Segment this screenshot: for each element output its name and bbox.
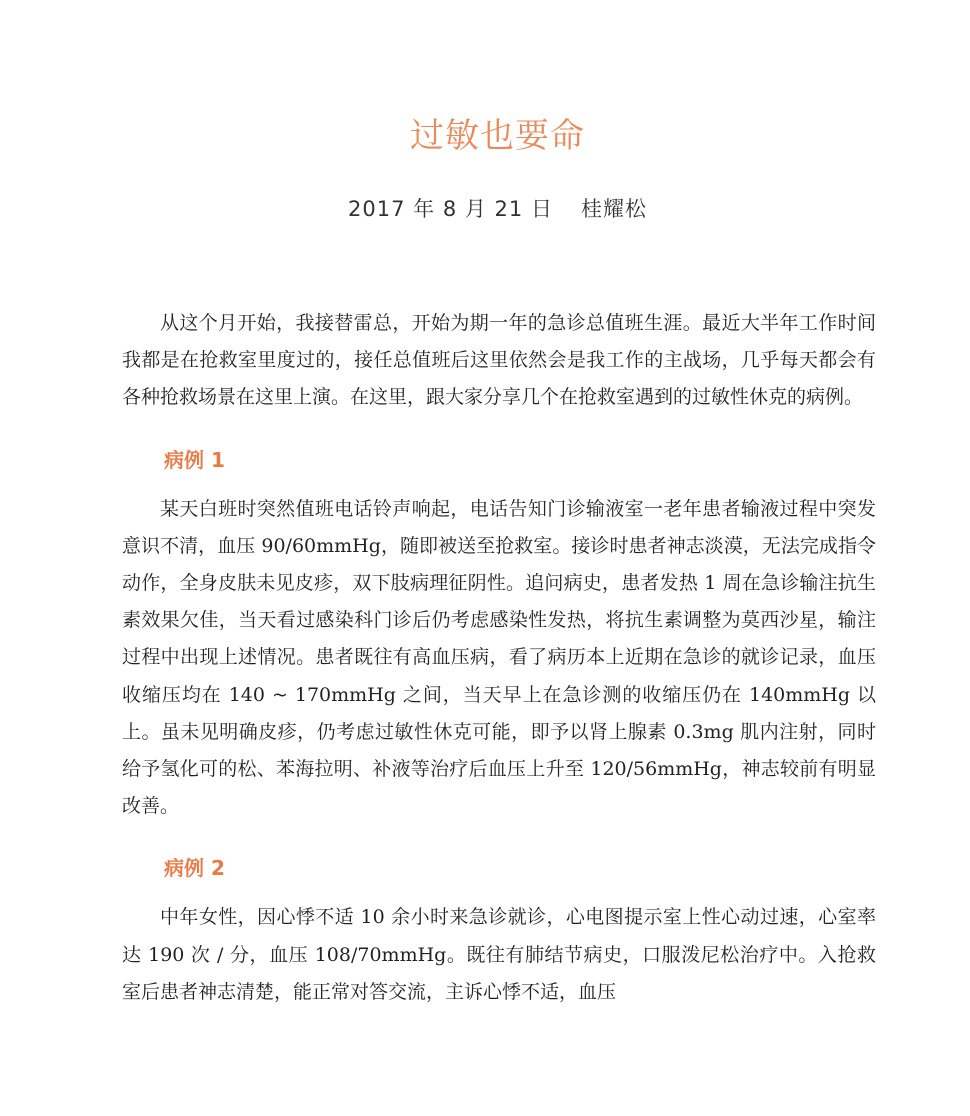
case-paragraph: 某天白班时突然值班电话铃声响起，电话告知门诊输液室一老年患者输液过程中突发意识不清，血压 90/60mmHg，随即被送至抢救室。接诊时患者神志淡漠，无法完成指令动作，全身皮肤未见皮疹，双下肢病理征阴性。追问病史，患者发热 1 周在急诊输注抗生素效果欠佳，当天看过感染科门诊后仍考虑感染性发热，将抗生素调整为莫西沙星，输注过程中出现上述情况。患者既往有高血压病，看了病历本上近期在急诊的就诊记录，血压收缩压均在 140 ~ 170mmHg 之间，当天早上在急诊测的收缩压仍在 140mmHg 以上。虽未见明确皮疹，仍考虑过敏性休克可能，即予以肾上腺素 0.3mg 肌内注射，同时给予氢化可的松、苯海拉明、补液等治疗后血压上升至 120/56mmHg，神志较前有明显改善。 [122, 497, 876, 818]
article-title: 过敏也要命 [410, 116, 585, 156]
article-byline [0, 193, 970, 225]
article-body [122, 305, 876, 1011]
case-section [122, 443, 876, 826]
case-heading: 病例 2 [164, 856, 225, 881]
intro-paragraph: 从这个月开始，我接替雷总，开始为期一年的急诊总值班生涯。最近大半年工作时间我都是在抢救室里度过的，接任总值班后这里依然会是我工作的主战场，几乎每天都会有各种抢救场景在这里上演。在这里，跟大家分享几个在抢救室遇到的过敏性休克的病例。 [122, 312, 876, 409]
case-section [122, 851, 876, 1011]
article-date: 2017 年 8 月 21 日 [348, 197, 553, 221]
case-paragraph: 中年女性，因心悸不适 10 余小时来急诊就诊，心电图提示室上性心动过速，心室率达 190 次 / 分，血压 108/70mmHg。既往有肺结节病史，口服泼尼松治疗中。入抢救室后患者神志清楚，能正常对答交流，主诉心悸不适，血压 [122, 906, 876, 1003]
article-author: 桂耀松 [580, 197, 647, 221]
case-heading: 病例 1 [164, 447, 225, 472]
